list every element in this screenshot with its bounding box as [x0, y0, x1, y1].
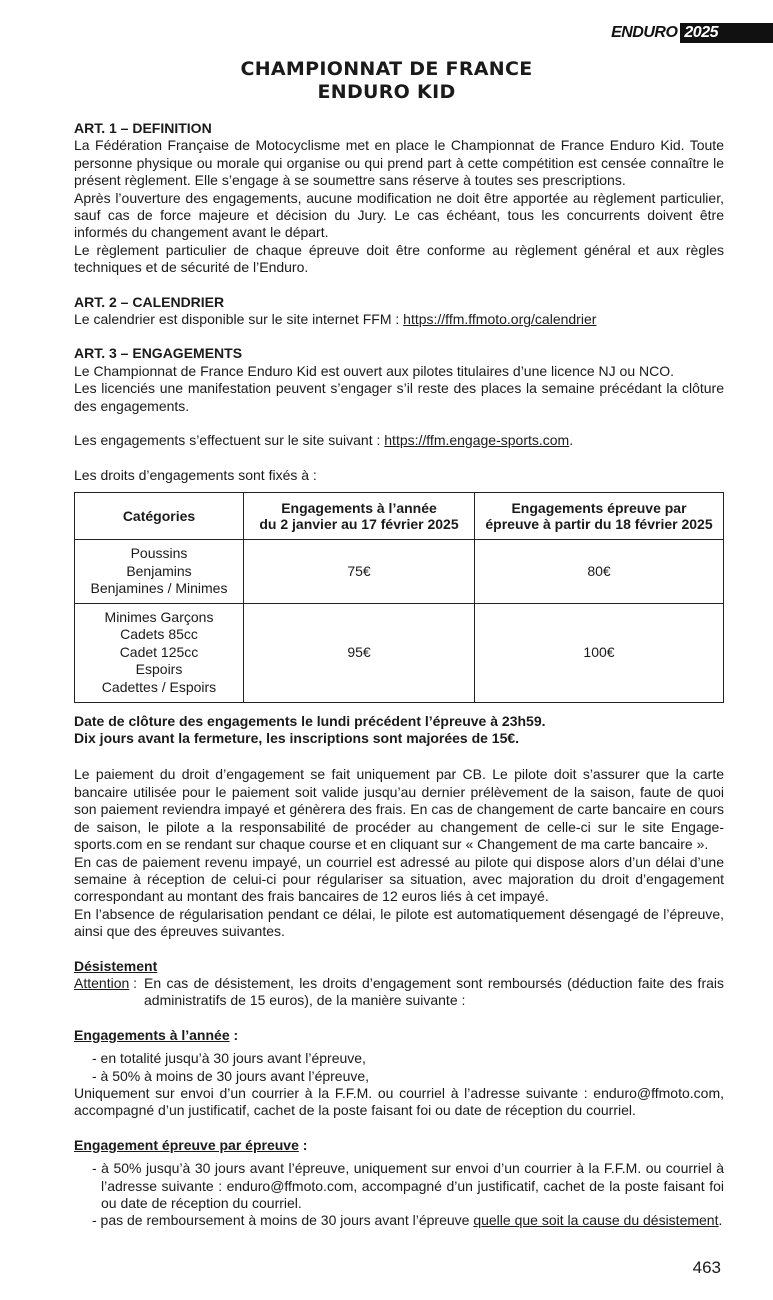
art1-paragraph: La Fédération Française de Motocyclisme met en place le Championnat de France Enduro Kid. Toute personne physique ou morale qui organise ou qui prend part à cette compétition est censée connaître le présent règlement. Elle s’engage à se soumettre sans réserve à toutes ses prescriptions.	[74, 137, 724, 189]
document-body	[74, 120, 724, 1230]
payment-paragraph: Le paiement du droit d’engagement se fait uniquement par CB. Le pilote doit s’assurer que la carte bancaire utilisée pour le paiement soit valide jusqu’au dernier prélèvement de la saison, faute de quoi son paiement reviendra impayé et génèrera des frais. En cas de changement de carte bancaire en cours de saison, le pilote a la responsabilité de procéder au changement de celle-ci sur le site Engage-sports.com en se rendant sur chaque course et en cliquant sur « Changement de ma carte bancaire ».	[74, 766, 724, 853]
fees-table	[74, 492, 724, 703]
header-categories: Catégories	[75, 492, 244, 539]
attention-sep: :	[129, 974, 138, 991]
engage-text-end: .	[569, 432, 574, 449]
art1-heading: ART. 1 – DEFINITION	[74, 120, 212, 136]
header-annual-line1: Engagements à l’année	[281, 499, 437, 516]
header-annual	[244, 492, 475, 539]
header-annual-line2: du 2 janvier au 17 février 2025	[259, 515, 459, 532]
surcharge-line: Dix jours avant la fermeture, les inscriptions sont majorées de 15€.	[74, 730, 520, 747]
categories-cell	[75, 539, 244, 603]
list-item: - à 50% à moins de 30 jours avant l’épreuve,	[92, 1067, 370, 1084]
category: Minimes Garçons	[104, 608, 214, 625]
art2-text: Le calendrier est disponible sur le site internet FFM :	[74, 311, 404, 328]
art2-paragraph	[74, 311, 724, 328]
category: Cadet 125cc	[119, 643, 199, 660]
page-number: 463	[692, 1258, 721, 1277]
categories-cell	[75, 603, 244, 702]
header-per-event-line2: épreuve à partir du 18 février 2025	[485, 515, 713, 532]
fees-header-row	[75, 492, 724, 539]
category: Poussins	[130, 544, 188, 561]
page-title-line2: ENDURO KID	[317, 81, 456, 103]
list-item-text: - pas de remboursement à moins de 30 jours avant l’épreuve	[92, 1212, 474, 1229]
art3-paragraph: Le Championnat de France Enduro Kid est ouvert aux pilotes titulaires d’une licence NJ ou NCO.	[74, 362, 674, 379]
list-item-end: .	[718, 1212, 723, 1229]
art2-heading: ART. 2 – CALENDRIER	[74, 293, 225, 310]
table-row	[75, 603, 724, 702]
payment-paragraph: En l’absence de régularisation pendant ce délai, le pilote est automatiquement désengagé de l’épreuve, ainsi que des épreuves suivantes.	[74, 905, 724, 940]
engage-text: Les engagements s’effectuent sur le site suivant :	[74, 432, 385, 449]
per-event-fee-cell: 80€	[475, 539, 724, 603]
header-series: ENDURO	[611, 24, 678, 41]
header-badge	[611, 23, 773, 43]
annual-note: Uniquement sur envoi d’un courrier à la F.F.M. ou courriel à l’adresse suivante : enduro@ffmoto.com, accompagné d’un justificatif, cachet de la poste faisant foi ou date de réception du courriel.	[74, 1084, 724, 1119]
page-title-line1: CHAMPIONNAT DE FRANCE	[240, 58, 533, 80]
category: Espoirs	[135, 661, 183, 678]
attention-label-text: Attention	[74, 974, 130, 991]
per-event-refund-list	[74, 1160, 724, 1230]
page-title	[0, 58, 773, 104]
category: Benjamines / Minimes	[90, 580, 228, 597]
table-row	[75, 539, 724, 603]
art3-paragraph	[74, 432, 724, 449]
list-item	[92, 1212, 724, 1229]
art3-heading: ART. 3 – ENGAGEMENTS	[74, 345, 243, 362]
annual-refund-list	[74, 1050, 724, 1085]
annual-heading-text: Engagements à l’année	[74, 1026, 230, 1043]
attention-label	[74, 975, 144, 1010]
withdrawal-heading: Désistement	[74, 957, 158, 974]
header-year: 2025	[680, 23, 773, 43]
per-event-fee-cell: 100€	[475, 603, 724, 702]
art3-paragraph: Les licenciés une manifestation peuvent s’engager s’il reste des places la semaine précédant la clôture des engagements.	[74, 380, 724, 414]
header-per-event	[475, 492, 724, 539]
annual-heading-colon: :	[229, 1026, 239, 1043]
calendar-link[interactable]: https://ffm.ffmoto.org/calendrier	[403, 311, 597, 328]
category: Cadets 85cc	[120, 626, 198, 643]
art1-paragraph: Après l’ouverture des engagements, aucune modification ne doit être apportée au règlement particulier, sauf cas de force majeure et décision du Jury. Le cas échéant, tous les concurrents doivent être informés du changement avant le départ.	[74, 189, 724, 241]
attention-note	[74, 975, 724, 1010]
annual-fee-cell: 75€	[244, 539, 475, 603]
payment-paragraph: En cas de paiement revenu impayé, un courriel est adressé au pilote qui dispose alors d’un délai d’une semaine à réception de celui-ci pour régulariser sa situation, avec majoration du droit d’engagement correspondant au montant des frais bancaires de 12 euros liés à cet impayé.	[74, 853, 724, 905]
deadline-line: Date de clôture des engagements le lundi précédent l’épreuve à 23h59.	[74, 712, 546, 729]
per-event-heading	[74, 1137, 724, 1154]
engage-sports-link[interactable]: https://ffm.engage-sports.com	[384, 432, 570, 449]
per-event-heading-colon: :	[298, 1136, 308, 1153]
list-item: - à 50% jusqu’à 30 jours avant l’épreuve, uniquement sur envoi d’un courrier à la F.F.M. ou courriel à l’adresse suivante : enduro@ffmoto.com, accompagné d’un justificatif, cachet de la poste faisant foi ou date de réception du courriel.	[92, 1160, 724, 1211]
list-item-emphasis: quelle que soit la cause du désistement	[473, 1212, 719, 1229]
category: Cadettes / Espoirs	[101, 679, 217, 696]
header-per-event-line1: Engagements épreuve par	[511, 499, 687, 516]
category: Benjamins	[126, 562, 192, 579]
per-event-heading-text: Engagement épreuve par épreuve	[74, 1136, 299, 1153]
art1-paragraph: Le règlement particulier de chaque épreuve doit être conforme au règlement général et aux règles techniques et de sécurité de l’Enduro.	[74, 241, 724, 276]
annual-heading	[74, 1027, 724, 1044]
fees-intro: Les droits d’engagements sont fixés à :	[74, 466, 317, 483]
list-item: - en totalité jusqu’à 30 jours avant l’épreuve,	[92, 1050, 366, 1067]
attention-text: En cas de désistement, les droits d’engagement sont remboursés (déduction faite des frais administratifs de 15 euros), de la manière suivante :	[144, 974, 724, 1009]
annual-fee-cell: 95€	[244, 603, 475, 702]
